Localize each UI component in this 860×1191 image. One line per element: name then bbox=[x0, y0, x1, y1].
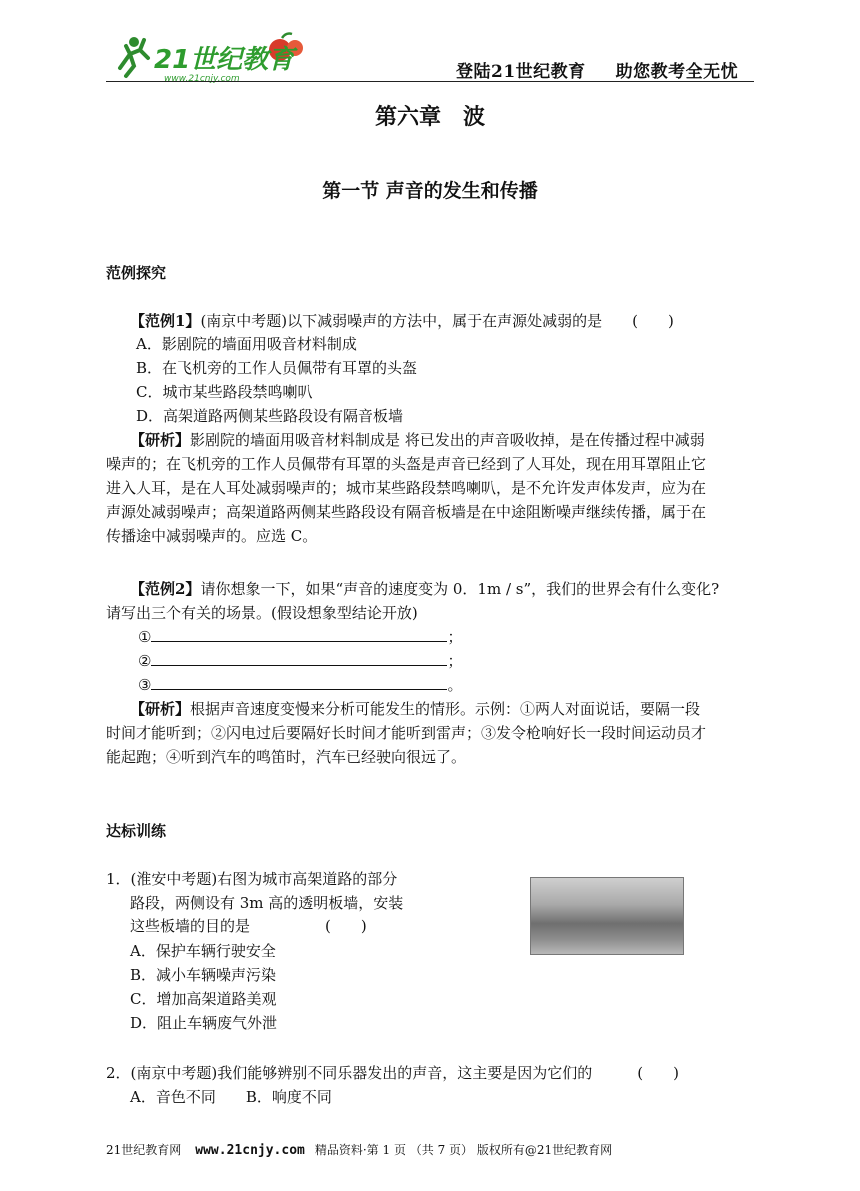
ex1-option-a: A．影剧院的墙面用吸音材料制成 bbox=[136, 335, 357, 353]
ex1-analysis-line: 传播途中减弱噪声的。应选 C。 bbox=[106, 527, 318, 545]
ex2-analysis-label: 【研析】 bbox=[130, 700, 191, 718]
answer-blank-2[interactable] bbox=[138, 648, 788, 674]
footer-url[interactable]: www.21cnjy.com bbox=[195, 1143, 305, 1158]
blank-end: 。 bbox=[447, 676, 463, 694]
ex1-analysis-line bbox=[130, 427, 780, 453]
ex1-analysis-label: 【研析】 bbox=[130, 431, 191, 449]
ex1-stem-text: (南京中考题)以下减弱噪声的方法中，属于在声源处减弱的是 ( ) bbox=[200, 312, 674, 330]
q1-option-b: B．减小车辆噪声污染 bbox=[130, 966, 277, 984]
ex1-label: 【范例1】 bbox=[130, 312, 201, 330]
ex2-analysis-line: 时间才能听到；②闪电过后要隔好长时间才能听到雷声；③发令枪响好长一段时间运动员才 bbox=[106, 724, 707, 742]
chapter-title: 第六章 波 bbox=[374, 105, 485, 130]
blank-line[interactable] bbox=[151, 650, 447, 666]
section-title: 第一节 声音的发生和传播 bbox=[322, 180, 538, 202]
header-slogan-right: 助您教考全无忧 bbox=[615, 62, 739, 82]
header-rule bbox=[106, 81, 754, 82]
q1-stem-line: 1．(淮安中考题)右图为城市高架道路的部分 bbox=[106, 870, 398, 888]
logo-text: 21世纪教育 bbox=[154, 45, 295, 75]
header-slogan-left: 登陆21世纪教育 bbox=[456, 62, 586, 82]
ex1-analysis-line: 声源处减弱噪声；高架道路两侧某些路段设有隔音板墙是在中途阻断噪声继续传播，属于在 bbox=[106, 503, 707, 521]
blank-end: ； bbox=[447, 652, 463, 670]
q1-stem-line: 这些板墙的目的是 ( ) bbox=[130, 917, 367, 935]
ex2-stem bbox=[130, 576, 780, 602]
q1-stem-line: 路段，两侧设有 3m 高的透明板墙，安装 bbox=[130, 894, 404, 912]
ex2-label: 【范例2】 bbox=[130, 580, 201, 598]
footer-info: 精品资料·第 1 页 （共 7 页） 版权所有@21世纪教育网 bbox=[314, 1143, 613, 1157]
ex1-option-b: B．在飞机旁的工作人员佩带有耳罩的头盔 bbox=[136, 359, 418, 377]
blank-line[interactable] bbox=[151, 674, 447, 690]
blank-mark: ② bbox=[138, 652, 152, 670]
blank-end: ； bbox=[447, 628, 463, 646]
fanli-heading: 范例探究 bbox=[106, 264, 167, 282]
runner-icon bbox=[120, 37, 148, 76]
site-logo bbox=[112, 28, 312, 84]
elevated-road-photo bbox=[530, 877, 684, 955]
blank-line[interactable] bbox=[151, 626, 447, 642]
ex2-analysis-text: 根据声音速度变慢来分析可能发生的情形。示例：①两人对面说话，要隔一段 bbox=[190, 700, 701, 718]
page-footer bbox=[106, 1141, 612, 1158]
ex1-analysis-line: 进入人耳，是在人耳处减弱噪声的；城市某些路段禁鸣喇叭，是不允许发声体发声，应为在 bbox=[106, 479, 707, 497]
ex1-analysis-line: 噪声的；在飞机旁的工作人员佩带有耳罩的头盔是声音已经到了人耳处，现在用耳罩阻止它 bbox=[106, 455, 707, 473]
q1-option-a: A．保护车辆行驶安全 bbox=[130, 942, 276, 960]
ex2-analysis-line bbox=[130, 696, 780, 722]
answer-blank-1[interactable] bbox=[138, 624, 788, 650]
blank-mark: ③ bbox=[138, 676, 152, 694]
q2-stem: 2．(南京中考题)我们能够辨别不同乐器发出的声音，这主要是因为它们的 ( ) bbox=[106, 1064, 679, 1082]
q2-options: A．音色不同 B．响度不同 bbox=[130, 1088, 332, 1106]
answer-blank-3[interactable] bbox=[138, 672, 788, 698]
footer-site: 21世纪教育网 bbox=[106, 1143, 182, 1157]
blank-mark: ① bbox=[138, 628, 152, 646]
dabiao-heading: 达标训练 bbox=[106, 822, 167, 840]
ex2-analysis-line: 能起跑；④听到汽车的鸣笛时，汽车已经驶向很远了。 bbox=[106, 748, 467, 766]
q1-option-c: C．增加高架道路美观 bbox=[130, 990, 277, 1008]
ex1-option-d: D．高架道路两侧某些路段设有隔音板墙 bbox=[136, 407, 404, 425]
ex1-option-c: C．城市某些路段禁鸣喇叭 bbox=[136, 383, 313, 401]
ex1-analysis-text: 影剧院的墙面用吸音材料制成是 将已发出的声音吸收掉，是在传播过程中减弱 bbox=[190, 431, 705, 449]
logo-url: www.21cnjy.com bbox=[164, 74, 240, 84]
header-slogans bbox=[456, 57, 738, 82]
q1-option-d: D．阻止车辆废气外泄 bbox=[130, 1014, 278, 1032]
ex2-stem-text: 请你想象一下，如果“声音的速度变为 0．1m / s”，我们的世界会有什么变化? bbox=[200, 580, 720, 598]
ex2-stem-line2: 请写出三个有关的场景。(假设想象型结论开放) bbox=[106, 604, 418, 622]
